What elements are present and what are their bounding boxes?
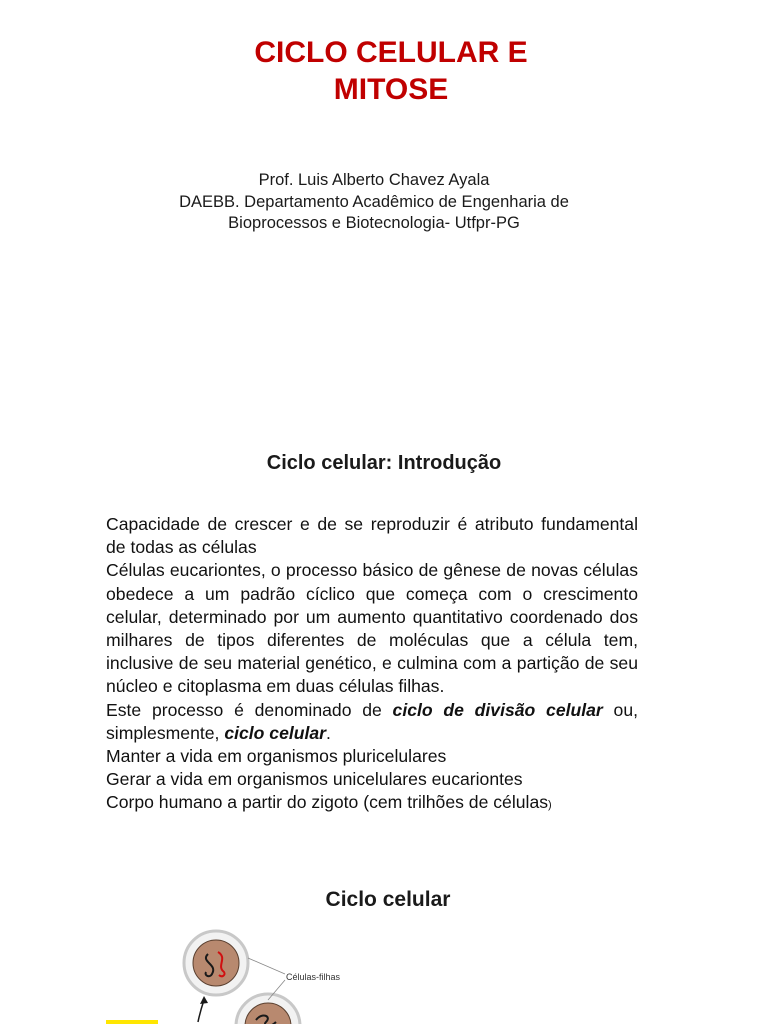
intro-p3-after: . [326, 722, 331, 743]
intro-p6-text: Corpo humano a partir do zigoto (cem trilhões de células [106, 792, 549, 813]
intro-paragraph-1: Capacidade de crescer e de se reproduzir é atributo fundamental de todas as células [106, 514, 638, 558]
author-department: DAEBB. Departamento Acadêmico de Engenharia de [179, 192, 569, 211]
cycle-heading: Ciclo celular [325, 888, 451, 911]
author-name: Prof. Luis Alberto Chavez Ayala [258, 171, 490, 189]
intro-paragraph-6 [106, 791, 638, 817]
yellow-highlight [106, 1020, 158, 1024]
intro-term-ciclo-celular: ciclo celular [224, 722, 327, 743]
cell-cycle-diagram [100, 922, 400, 1024]
intro-p6-paren: ) [548, 799, 552, 812]
title-line-1: CICLO CELULAR E [254, 36, 528, 69]
intro-paragraph-5: Gerar a vida em organismos unicelulares eucariontes [106, 769, 523, 790]
author-department-cont: Bioprocessos e Biotecnologia- Utfpr-PG [228, 214, 520, 232]
page-title [0, 34, 768, 108]
label-daughter-cells: Células-filhas [286, 972, 341, 982]
intro-p3-before: Este processo é denominado de [106, 699, 393, 720]
intro-heading: Ciclo celular: Introdução [266, 452, 502, 474]
cycle-arrowhead-icon [200, 996, 208, 1004]
author-block [0, 170, 748, 235]
intro-p3-middle: ou, simplesmente, [106, 699, 638, 743]
daughter-cell-bottom-icon [236, 994, 300, 1024]
cell-cycle-illustration [100, 922, 400, 1024]
intro-paragraph-4: Manter a vida em organismos pluricelulares [106, 746, 447, 767]
label-leader-top [248, 958, 285, 974]
intro-body [106, 513, 638, 818]
title-line-2: MITOSE [333, 73, 449, 106]
intro-paragraph-3 [106, 699, 638, 745]
intro-term-ciclo-divisao: ciclo de divisão celular [392, 699, 603, 720]
intro-paragraph-2: Células eucariontes, o processo básico de gênese de novas células obedece a um padrão cíclico que começa com o crescimento celular, determinado por um aumento quantitativo coordenado dos milhares de tipos diferentes de moléculas que a célula tem, inclusive de seu material genético, e culmina com a partição de seu núcleo e citoplasma em duas células filhas. [106, 560, 638, 697]
daughter-cell-top-icon [184, 931, 248, 995]
